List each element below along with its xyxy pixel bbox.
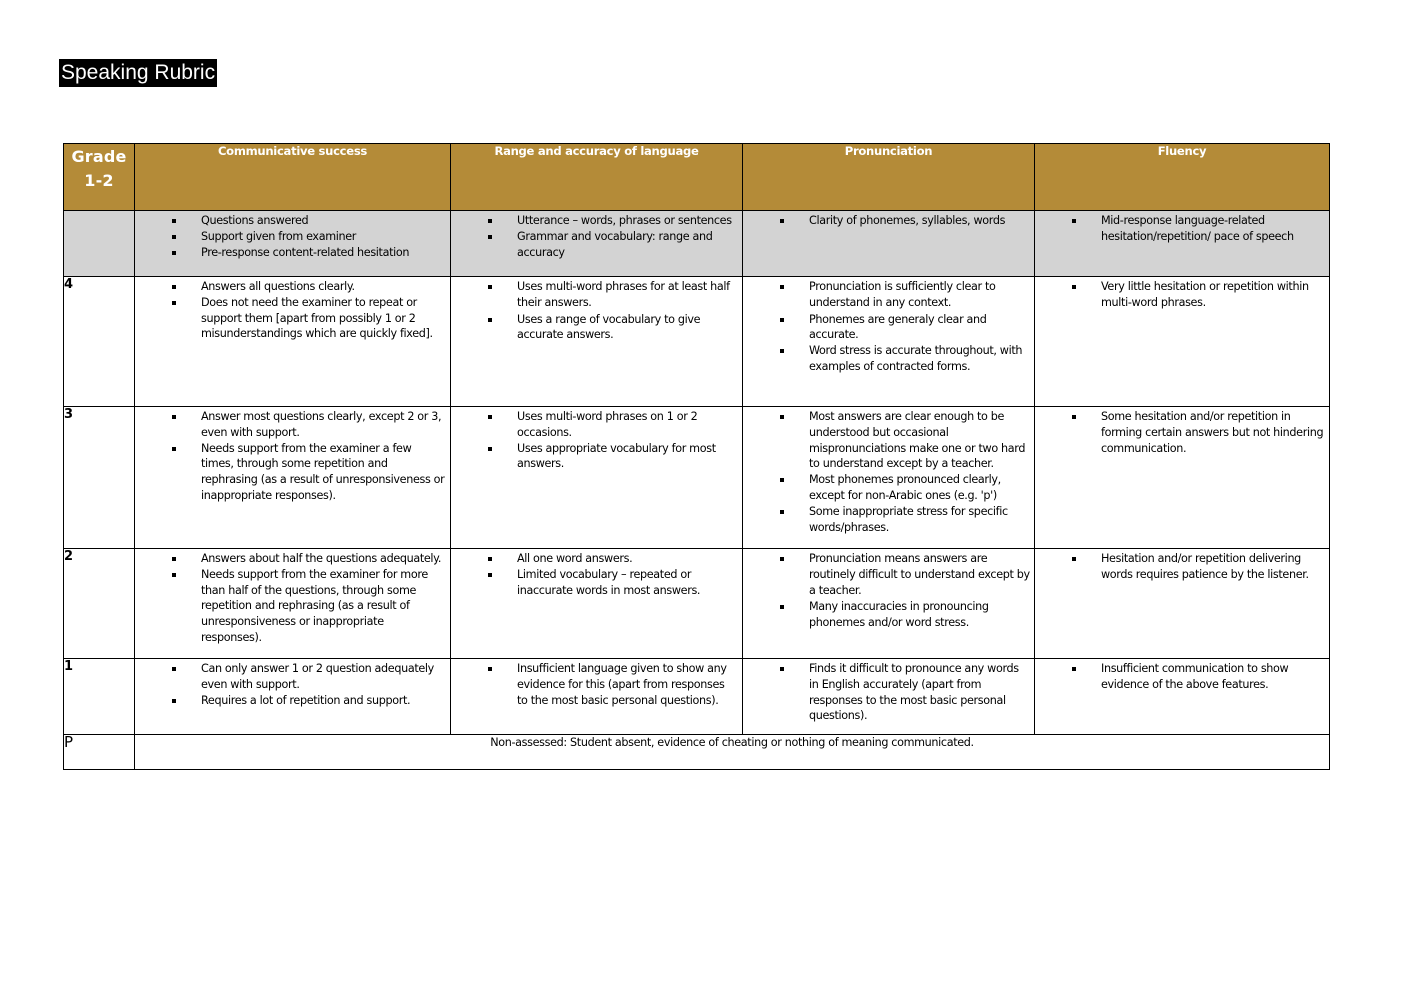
pronunciation-cell — [743, 549, 1035, 659]
column-header-pronunciation: Pronunciation — [743, 144, 1035, 211]
key-item: Clarity of phonemes, syllables, words — [809, 213, 1030, 229]
descriptor-item: Uses multi-word phrases for at least half their answers. — [517, 279, 738, 311]
descriptor-item: Answer most questions clearly, except 2 or 3, even with support. — [201, 409, 446, 441]
speaking-rubric-table — [63, 143, 1330, 770]
descriptor-item: Pronunciation is sufficiently clear to understand in any context. — [809, 279, 1030, 311]
grade-label: 2 — [64, 549, 135, 659]
key-pronunciation-cell — [743, 211, 1035, 277]
fluency-cell — [1035, 549, 1330, 659]
communicative-cell — [135, 277, 451, 407]
grade-header-label: Grade — [71, 147, 127, 166]
pronunciation-cell — [743, 407, 1035, 549]
column-header-communicative: Communicative success — [135, 144, 451, 211]
grade-row-1 — [64, 659, 1330, 735]
descriptor-item: Pronunciation means answers are routinely difficult to understand except by a teacher. — [809, 552, 1030, 597]
key-item: Utterance – words, phrases or sentences — [517, 213, 738, 229]
communicative-cell — [135, 549, 451, 659]
fluency-cell — [1035, 659, 1330, 735]
grade-column-header — [64, 144, 135, 211]
descriptor-item: Phonemes are generaly clear and accurate. — [809, 312, 1030, 344]
key-range-cell — [451, 211, 743, 277]
descriptor-item: Uses a range of vocabulary to give accurate answers. — [517, 312, 738, 344]
key-item: Pre-response content-related hesitation — [201, 245, 446, 261]
non-assessed-note: Non-assessed: Student absent, evidence of cheating or nothing of meaning communicated. — [135, 735, 1330, 770]
descriptor-item: Most answers are clear enough to be understood but occasional mispronunciations make one or two hard to understand except by a teacher. — [809, 409, 1030, 472]
key-grade-cell — [64, 211, 135, 277]
grade-row-p — [64, 735, 1330, 770]
descriptor-item: All one word answers. — [517, 551, 738, 567]
descriptor-item: Limited vocabulary – repeated or inaccurate words in most answers. — [517, 567, 738, 599]
grade-header-range: 1-2 — [84, 171, 114, 190]
descriptor-item: Most phonemes pronounced clearly, except for non-Arabic ones (e.g. 'p') — [809, 472, 1030, 504]
descriptor-item: Very little hesitation or repetition within multi-word phrases. — [1101, 279, 1325, 311]
descriptor-item: Can only answer 1 or 2 question adequately even with support. — [201, 661, 446, 693]
descriptor-item: Some hesitation and/or repetition in forming certain answers but not hindering communication. — [1101, 410, 1324, 455]
grade-label: 3 — [64, 407, 135, 549]
pronunciation-cell — [743, 277, 1035, 407]
descriptor-item: Finds it difficult to pronounce any words in English accurately (apart from responses to the most basic personal questions). — [809, 661, 1030, 724]
key-item: Mid-response language-related hesitation/repetition/ pace of speech — [1101, 213, 1325, 245]
descriptor-item: Requires a lot of repetition and support. — [201, 693, 446, 709]
column-header-range: Range and accuracy of language — [451, 144, 743, 211]
criteria-key-row — [64, 211, 1330, 277]
grade-label: 4 — [64, 277, 135, 407]
descriptor-item: Insufficient language given to show any evidence for this (apart from responses to the most basic personal questions). — [517, 661, 738, 708]
range-cell — [451, 549, 743, 659]
range-cell — [451, 277, 743, 407]
descriptor-item: Needs support from the examiner a few times, through some repetition and rephrasing (as a result of unresponsiveness or inappropriate responses). — [201, 441, 445, 502]
communicative-cell — [135, 659, 451, 735]
descriptor-item: Uses appropriate vocabulary for most answers. — [517, 441, 738, 473]
grade-label: 1 — [64, 659, 135, 735]
key-item: Questions answered — [201, 213, 446, 229]
fluency-cell — [1035, 277, 1330, 407]
grade-row-3 — [64, 407, 1330, 549]
range-cell — [451, 407, 743, 549]
descriptor-item: Word stress is accurate throughout, with examples of contracted forms. — [809, 343, 1030, 375]
key-item: Support given from examiner — [201, 229, 446, 245]
grade-row-4 — [64, 277, 1330, 407]
descriptor-item: Some inappropriate stress for specific words/phrases. — [809, 504, 1030, 536]
descriptor-item: Uses multi-word phrases on 1 or 2 occasions. — [517, 409, 738, 441]
descriptor-item: Does not need the examiner to repeat or support them [apart from possibly 1 or 2 misunderstandings which are quickly fixed]. — [201, 295, 446, 342]
descriptor-item: Answers all questions clearly. — [201, 279, 446, 295]
page-title: Speaking Rubric — [59, 59, 217, 87]
fluency-cell — [1035, 407, 1330, 549]
key-fluency-cell — [1035, 211, 1330, 277]
grade-label: P — [64, 735, 135, 770]
key-item: Grammar and vocabulary: range and accuracy — [517, 229, 738, 261]
descriptor-item: Needs support from the examiner for more than half of the questions, through some repetition and rephrasing (as a result of unresponsiveness or inappropriate responses). — [201, 567, 446, 646]
pronunciation-cell — [743, 659, 1035, 735]
descriptor-item: Answers about half the questions adequately. — [201, 551, 446, 567]
key-communicative-cell — [135, 211, 451, 277]
descriptor-item: Hesitation and/or repetition delivering words requires patience by the listener. — [1101, 551, 1325, 583]
descriptor-item: Many inaccuracies in pronouncing phonemes and/or word stress. — [809, 599, 1030, 631]
communicative-cell — [135, 407, 451, 549]
column-header-fluency: Fluency — [1035, 144, 1330, 211]
grade-row-2 — [64, 549, 1330, 659]
descriptor-item: Insufficient communication to show evidence of the above features. — [1101, 661, 1325, 693]
range-cell — [451, 659, 743, 735]
header-row — [64, 144, 1330, 211]
